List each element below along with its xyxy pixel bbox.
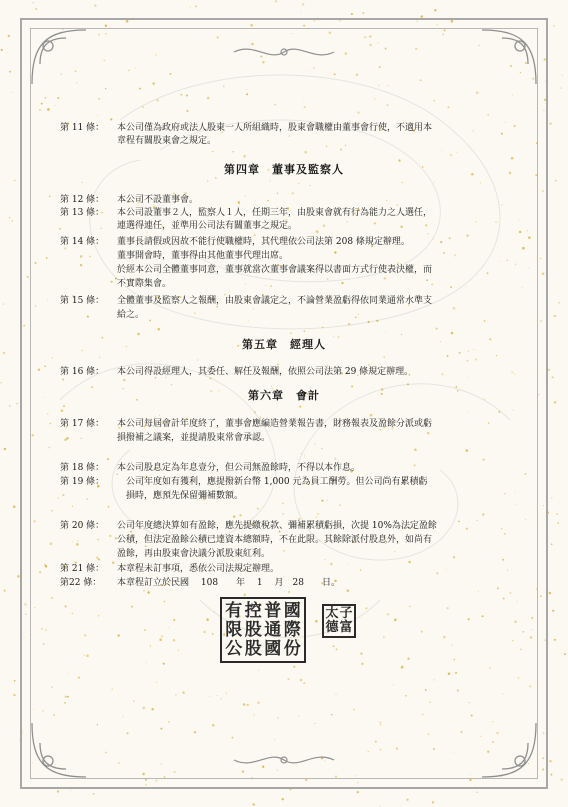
article-20-line-1: 公司年度總決算如有盈餘，應先提繳稅款、彌補累積虧損，次提 10%為法定盈餘 [117,521,437,531]
article-13-label: 第 13 條： [60,208,105,218]
article-11-line-1: 本公司僅為政府或法人股東一人所組織時，股東會職權由董事會行使，不適用本 [117,123,433,133]
company-seal [220,597,306,663]
article-14-line-3: 於經本公司全體董事同意，董事就當次董事會議案得以書面方式行使表決權，而 [117,265,433,275]
article-17-line-1: 本公司每屆會計年度終了，董事會應編造營業報告書，財務報表及盈餘分派或虧 [117,419,433,429]
personal-seal-char: 富 [339,620,353,635]
article-15-line-2: 給之。 [117,310,145,320]
personal-seal-char: 子 [339,606,353,621]
article-15-label: 第 15 條： [60,296,105,306]
article-20-line-3: 盈餘，再由股東會決議分派股東紅利。 [117,549,271,559]
article-16-label: 第 16 條： [60,367,105,377]
article-19-line-1: 公司年度如有獲利，應提撥新台幣 1,000 元為員工酬勞。但公司尚有累積虧 [126,477,428,487]
article-16-line-1: 本公司得設經理人，其委任、解任及報酬，依照公司法第 29 條規定辦理。 [117,367,414,377]
chapter-6-heading: 第六章 會計 [248,389,320,402]
article-18-line-1: 本公司股息定為年息壹分，但公司無盈餘時，不得以本作息。 [117,463,361,473]
article-22-line-1: 本章程訂立於民國 108 年 1 月 28 日。 [117,578,340,588]
article-11-label: 第 11 條： [60,123,105,133]
article-13-line-2: 連選得連任，並準用公司法有關董事之規定。 [117,221,298,231]
article-19-line-2: 損時，應預先保留彌補數額。 [126,491,244,501]
chapter-4-heading: 第四章 董事及監察人 [224,163,344,176]
company-seal-char: 份 [283,639,301,660]
company-seal-char: 國 [283,600,301,621]
chapter-5-heading: 第五章 經理人 [242,338,326,351]
personal-seal [322,604,356,638]
company-seal-char: 股 [244,639,262,660]
article-12-line-1: 本公司不設董事會。 [117,195,199,205]
company-seal-char: 普 [264,600,282,621]
article-22-label: 第22 條： [60,578,102,588]
company-seal-char: 國 [264,639,282,660]
article-12-label: 第 12 條： [60,195,105,205]
company-seal-char: 有 [225,600,243,621]
article-20-line-2: 公積，但法定盈餘公積已達資本總額時，不在此限。其餘除派付股息外，如尚有 [117,535,433,545]
personal-seal-char: 德 [325,620,339,635]
personal-seal-char: 太 [325,606,339,621]
company-seal-char: 際 [283,619,301,640]
article-21-label: 第 21 條： [60,564,105,574]
article-13-line-1: 本公司設董事２人，監察人１人，任期三年，由股東會就有行為能力之人選任， [117,208,433,218]
article-17-label: 第 17 條： [60,419,105,429]
article-15-line-1: 全體董事及監察人之報酬，由股東會議定之，不論營業盈虧得依同業通常水準支 [117,296,433,306]
article-21-line-1: 本章程未訂事項，悉依公司法規定辦理。 [117,564,280,574]
company-seal-char: 控 [244,600,262,621]
company-seal-char: 股 [244,619,262,640]
company-seal-char: 限 [225,619,243,640]
article-14-line-4: 不實際集會。 [117,279,172,289]
company-seal-char: 公 [225,639,243,660]
company-seal-char: 通 [264,619,282,640]
article-17-line-2: 損撥補之議案，並提請股東常會承認。 [117,433,271,443]
article-20-label: 第 20 條： [60,521,105,531]
article-14-line-2: 董事開會時，董事得由其他董事代理出席。 [117,251,289,261]
article-14-label: 第 14 條： [60,237,105,247]
article-18-label: 第 18 條： [60,463,105,473]
article-19-label: 第 19 條： [60,477,105,487]
article-14-line-1: 董事長請假或因故不能行使職權時，其代理依公司法第 208 條規定辦理。 [117,237,410,247]
article-11-line-2: 章程有關股東會之規定。 [117,136,217,146]
